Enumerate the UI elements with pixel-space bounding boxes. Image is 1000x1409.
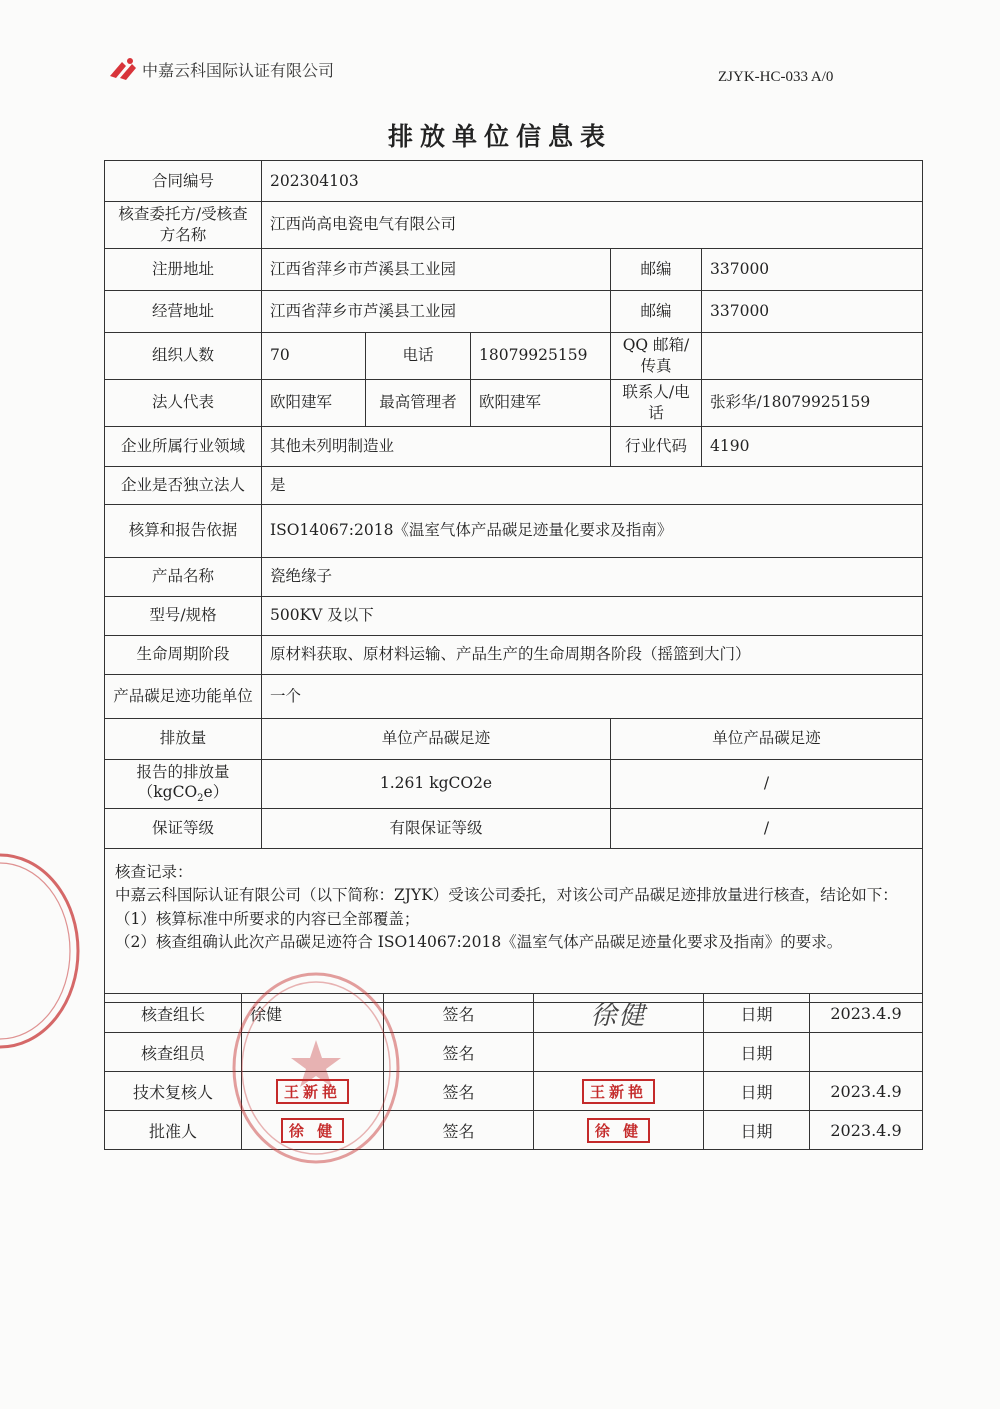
signature-stamp: 王新艳 (534, 1072, 704, 1111)
table-row (105, 332, 923, 379)
sign-label: 签名 (384, 1033, 534, 1072)
table-row (105, 202, 923, 249)
functional-unit-label: 产品碳足迹功能单位 (105, 674, 262, 718)
industry-code-label: 行业代码 (611, 426, 702, 466)
date-label: 日期 (704, 1111, 810, 1150)
date-value: 2023.4.9 (810, 1072, 923, 1111)
company-logo-icon (108, 56, 138, 82)
model-value: 500KV 及以下 (262, 596, 923, 635)
table-row (105, 635, 923, 674)
industry-code-value: 4190 (702, 426, 923, 466)
table-row (105, 557, 923, 596)
table-row (105, 161, 923, 202)
verification-notes (105, 849, 923, 1003)
industry-value: 其他未列明制造业 (262, 426, 611, 466)
table-row (105, 504, 923, 557)
date-label: 日期 (704, 1033, 810, 1072)
table-row (105, 849, 923, 1003)
contact-value: 张彩华/18079925159 (702, 379, 923, 426)
assurance-value: 有限保证等级 (262, 809, 611, 849)
notes-line3: （2）核查组确认此次产品碳足迹符合 ISO14067:2018《温室气体产品碳足迹量化要求及指南》的要求。 (115, 932, 843, 951)
date-label: 日期 (704, 994, 810, 1033)
member-name-stamp: 徐 健 (242, 1111, 384, 1150)
client-label: 核查委托方/受核查方名称 (105, 202, 262, 249)
independent-label: 企业是否独立法人 (105, 466, 262, 504)
date-value: 2023.4.9 (810, 1111, 923, 1150)
product-label: 产品名称 (105, 557, 262, 596)
biz-addr-label: 经营地址 (105, 290, 262, 332)
emission-label: 排放量 (105, 718, 262, 759)
staff-value: 70 (262, 332, 366, 379)
reported-label-line1: 报告的排放量 (136, 762, 230, 781)
notes-line2: （1）核算标准中所要求的内容已全部覆盖； (115, 909, 420, 928)
reg-addr-label: 注册地址 (105, 248, 262, 290)
basis-value: ISO14067:2018《温室气体产品碳足迹量化要求及指南》 (262, 504, 923, 557)
table-row (105, 809, 923, 849)
date-label: 日期 (704, 1072, 810, 1111)
functional-unit-value: 一个 (262, 674, 923, 718)
table-row (105, 674, 923, 718)
company-logo (108, 56, 334, 82)
document-code: ZJYK-HC-033 A/0 (718, 69, 834, 85)
col2-header: 单位产品碳足迹 (611, 718, 923, 759)
independent-value: 是 (262, 466, 923, 504)
reg-postcode-value: 337000 (702, 248, 923, 290)
page-title: 排放单位信息表 (387, 122, 612, 151)
qq-value (702, 332, 923, 379)
table-row (105, 994, 923, 1033)
reported-label (105, 759, 262, 809)
role-label: 技术复核人 (105, 1072, 242, 1111)
signoff-table (104, 993, 923, 1150)
member-name-stamp: 王新艳 (242, 1072, 384, 1111)
sign-label: 签名 (384, 994, 534, 1033)
industry-label: 企业所属行业领域 (105, 426, 262, 466)
phone-label: 电话 (366, 332, 471, 379)
col1-header: 单位产品碳足迹 (262, 718, 611, 759)
table-row (105, 596, 923, 635)
handwritten-signature: 徐健 (534, 994, 704, 1033)
assurance-label: 保证等级 (105, 809, 262, 849)
reg-postcode-label: 邮编 (611, 248, 702, 290)
reported-value: 1.261 kgCO2e (262, 759, 611, 809)
legal-value: 欧阳建军 (262, 379, 366, 426)
top-mgr-value: 欧阳建军 (471, 379, 611, 426)
qq-label: QQ 邮箱/传真 (611, 332, 702, 379)
table-row (105, 1072, 923, 1111)
model-label: 型号/规格 (105, 596, 262, 635)
reported-value-2: / (611, 759, 923, 809)
sign-label: 签名 (384, 1111, 534, 1150)
role-label: 批准人 (105, 1111, 242, 1150)
table-row (105, 759, 923, 809)
contact-label: 联系人/电话 (611, 379, 702, 426)
contract-no-value: 202304103 (262, 161, 923, 202)
reported-label-line2: （kgCO$_2$e） (137, 783, 229, 805)
biz-addr-value: 江西省萍乡市芦溪县工业园 (262, 290, 611, 332)
company-name: 中嘉云科国际认证有限公司 (142, 60, 335, 80)
assurance-value-2: / (611, 809, 923, 849)
table-row (105, 379, 923, 426)
product-value: 瓷绝缘子 (262, 557, 923, 596)
table-row (105, 718, 923, 759)
signature-stamp: 徐 健 (534, 1111, 704, 1150)
table-row (105, 426, 923, 466)
member-name: 徐健 (242, 994, 384, 1033)
legal-label: 法人代表 (105, 379, 262, 426)
emission-info-table (104, 160, 923, 1003)
phone-value: 18079925159 (471, 332, 611, 379)
reg-addr-value: 江西省萍乡市芦溪县工业园 (262, 248, 611, 290)
table-row (105, 1033, 923, 1072)
notes-line1: 中嘉云科国际认证有限公司（以下简称：ZJYK）受该公司委托，对该公司产品碳足迹排放量进行核查，结论如下： (115, 886, 898, 905)
lifecycle-value: 原材料获取、原材料运输、产品生产的生命周期各阶段（摇篮到大门） (262, 635, 923, 674)
member-name (242, 1033, 384, 1072)
contract-no-label: 合同编号 (105, 161, 262, 202)
partial-seal-stamp (0, 848, 84, 1054)
notes-title: 核查记录： (115, 863, 193, 882)
table-row (105, 466, 923, 504)
table-row (105, 248, 923, 290)
staff-label: 组织人数 (105, 332, 262, 379)
top-mgr-label: 最高管理者 (366, 379, 471, 426)
table-row (105, 290, 923, 332)
biz-postcode-label: 邮编 (611, 290, 702, 332)
date-value (810, 1033, 923, 1072)
client-value: 江西尚高电瓷电气有限公司 (262, 202, 923, 249)
lifecycle-label: 生命周期阶段 (105, 635, 262, 674)
date-value: 2023.4.9 (810, 994, 923, 1033)
role-label: 核查组长 (105, 994, 242, 1033)
sign-label: 签名 (384, 1072, 534, 1111)
biz-postcode-value: 337000 (702, 290, 923, 332)
handwritten-signature (534, 1033, 704, 1072)
basis-label: 核算和报告依据 (105, 504, 262, 557)
role-label: 核查组员 (105, 1033, 242, 1072)
table-row (105, 1111, 923, 1150)
